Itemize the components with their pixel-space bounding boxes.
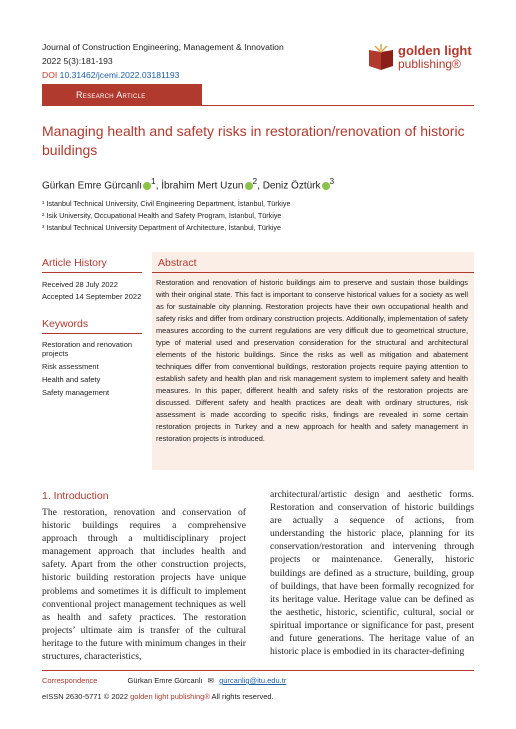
orcid-icon[interactable]: [143, 182, 151, 190]
rights: All rights reserved.: [211, 692, 274, 701]
author-name: Gürkan Emre Gürcanlı: [42, 180, 143, 192]
email-icon: ✉: [207, 676, 214, 685]
copyright-line: [42, 692, 274, 701]
author-name: İbrahim Mert Uzun: [161, 180, 244, 192]
journal-info: [42, 40, 284, 82]
article-type: Research Article: [76, 90, 146, 100]
body-column-right: architectural/artistic design and aesthetic forms. Restoration and conservation of historic buildings are actually a sequence of actions, from understanding the historic place, planning for its conservation/restoration and intervening through projects or maintenance. Generally, historic buildings are defined as a structure, building, group of buildings, that have been formally recognized for its heritage value. Heritage value can be defined as the aesthetic, historic, scientific, cultural, social or spiritual importance or significance for past, present and future generations. The heritage value of an historic place is embodied in its character-defining: [270, 489, 474, 658]
keyword: Risk assessment: [42, 362, 99, 371]
orcid-icon[interactable]: [245, 182, 253, 190]
book-icon: [366, 44, 396, 74]
history-rule: [42, 272, 142, 273]
keywords-rule: [42, 333, 142, 334]
affiliation: ³ Istanbul Technical University Department of Architecture, İstanbul, Türkiye: [42, 223, 282, 232]
correspondence-name: Gürkan Emre Gürcanlı: [127, 676, 203, 685]
body-column-left: The restoration, renovation and conservation of historic buildings requires a comprehensive approach through a multidisciplinary project management approach that includes health and safety. Apart from the other construction projects, historic building restoration projects have unique problems and sometimes it is difficult to implement conventional project management techniques as well as health and safety practices. The restoration projects’ ultimate aim is transfer of the cultural heritage to the future with minimum changes in their structures, characteristics,: [42, 507, 246, 663]
abstract-heading: Abstract: [158, 257, 197, 269]
author-separator: ,: [257, 180, 263, 192]
received-date: Received 28 July 2022: [42, 280, 118, 289]
affiliation: ² Isik University, Occupational Health and Safety Program, İstanbul, Türkiye: [42, 211, 282, 220]
author-name: Deniz Öztürk: [262, 180, 321, 192]
doi-link[interactable]: 10.31462/jcemi.2022.03181193: [59, 70, 180, 80]
accepted-date: Accepted 14 September 2022: [42, 292, 142, 301]
affiliation: ¹ Istanbul Technical University, Civil Engineering Department, İstanbul, Türkiye: [42, 199, 291, 208]
publisher-logo: [366, 42, 486, 78]
journal-issue: 2022 5(3):181-193: [42, 56, 113, 66]
keyword: Safety management: [42, 388, 110, 397]
correspondence: [42, 676, 286, 685]
abstract-rule: [152, 272, 474, 273]
history-heading: Article History: [42, 257, 107, 269]
keyword: Health and safety: [42, 375, 101, 384]
journal-name: Journal of Construction Engineering, Management & Innovation: [42, 42, 284, 52]
author-sup: 2: [252, 176, 258, 186]
author-sup: 1: [151, 176, 156, 186]
issn: eISSN 2630-5771 © 2022: [42, 692, 129, 701]
correspondence-label: Correspondence: [42, 676, 98, 685]
section-heading: 1. Introduction: [42, 490, 109, 502]
author-list: [42, 176, 334, 191]
logo-line1: golden light: [398, 43, 472, 58]
orcid-icon[interactable]: [322, 182, 330, 190]
keywords-heading: Keywords: [42, 318, 89, 330]
correspondence-email[interactable]: gurcanlig@itu.edu.tr: [219, 676, 287, 685]
keyword: Restoration and renovation projects: [42, 340, 133, 358]
paper-title: Managing health and safety risks in restoration/renovation of historic buildings: [42, 123, 465, 158]
author-sup: 3: [329, 176, 335, 186]
abstract-text: Restoration and renovation of historic buildings aim to preserve and sustain those buildings with their original state. This fact is important to conserve historical values for a society as well as for sustainable city planning. Restoration projects have their own occupational health and safety risks and differ from ordinary construction projects. Additionally, implementation of safety measures according to the current regulations are very difficult due to geometrical structure, type of material used and preservation consideration for the structural and architectural elements of the historic buildings. Since the risks as well as mitigation and abatement techniques differ from conventional buildings, restoration projects require paying attention to establish safety and health plan and risk management system to implement safety and health measures. In this paper, different health and safety risks of the restoration projects are discussed. Different safety and health practices are dealt with ordinary structures, risk assessment is made according to specific risks, findings are revealed in some certain restoration projects in Turkey and a new approach for health and safety management in restoration projects is introduced.: [156, 278, 468, 443]
doi-label: DOI: [42, 70, 58, 80]
banner-rule: [42, 105, 474, 106]
article-type-banner: [42, 84, 474, 106]
footer-rule: [42, 670, 474, 671]
author-separator: ,: [155, 180, 162, 192]
logo-line2: publishing®: [398, 57, 461, 71]
publisher-link[interactable]: golden light publishing®: [130, 692, 210, 701]
